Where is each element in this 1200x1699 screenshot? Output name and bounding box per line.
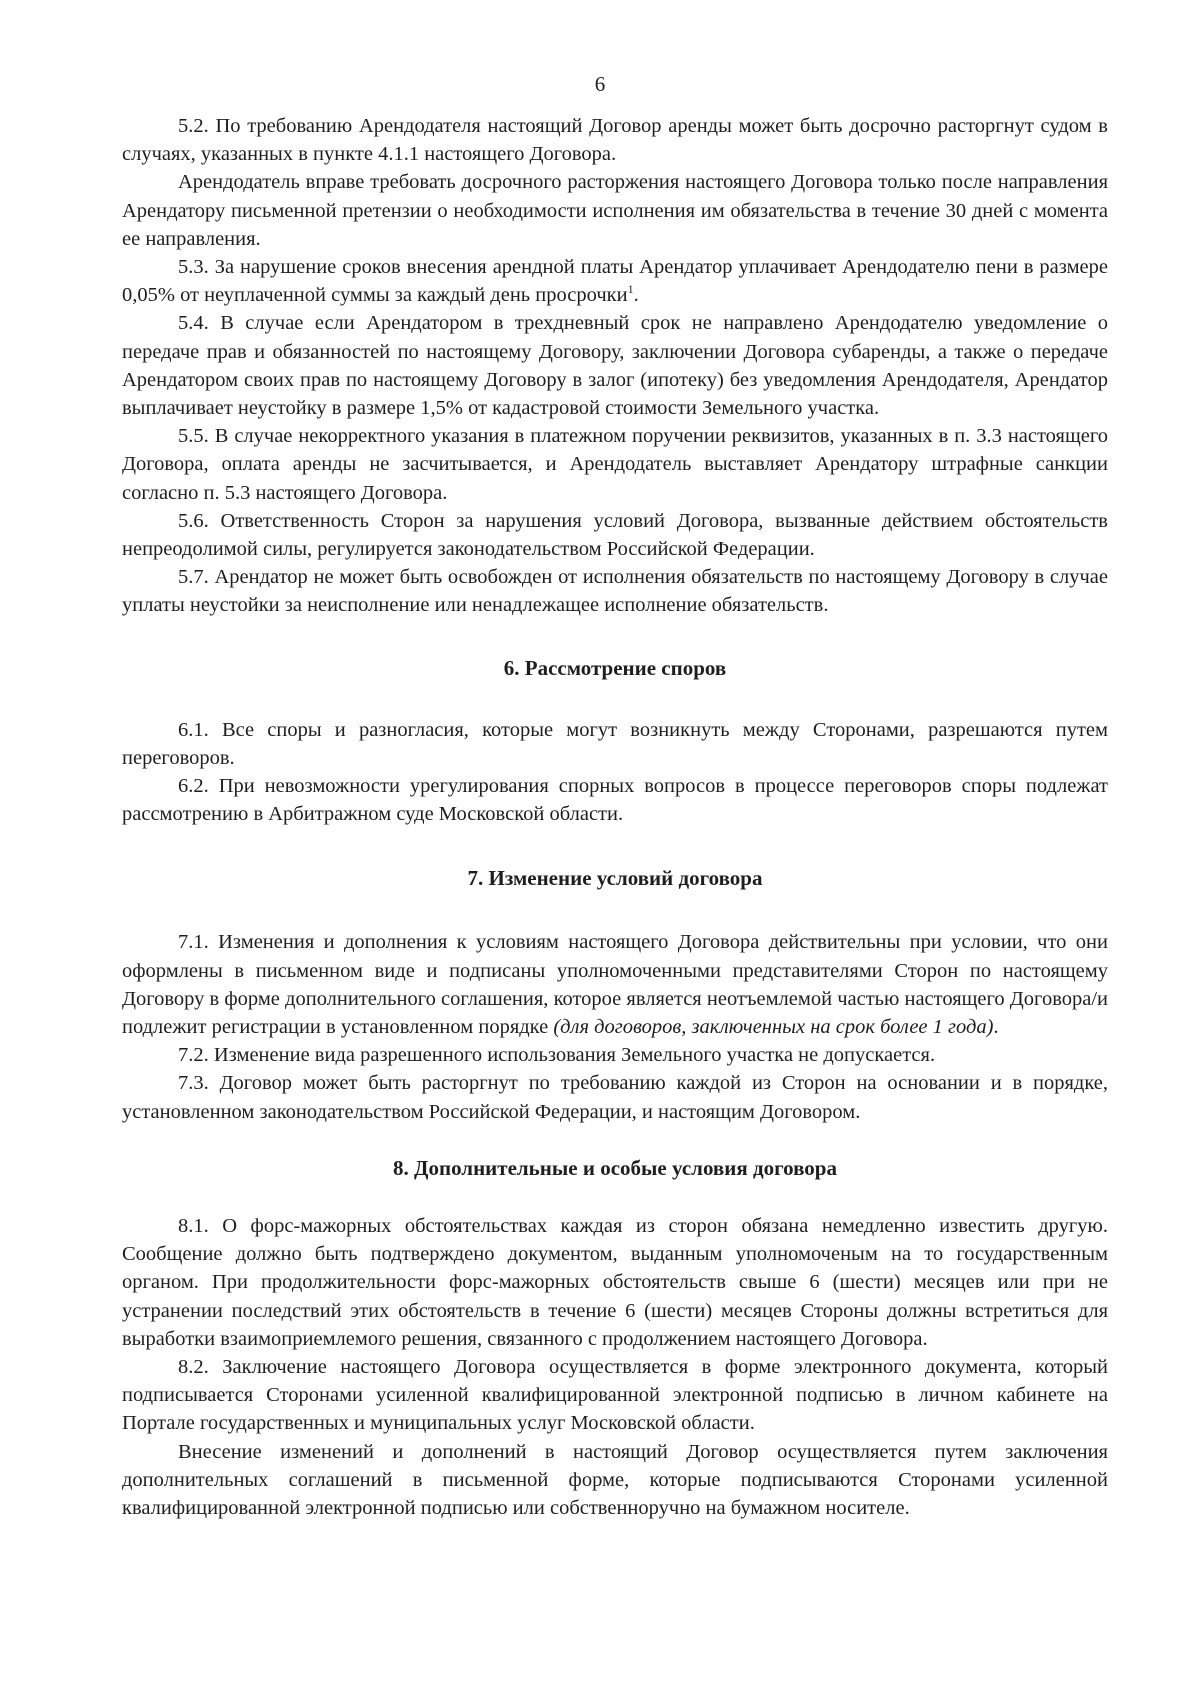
clause-5-4: 5.4. В случае если Арендатором в трехдневный срок не направлено Арендодателю уведомление о передаче прав и обязанностей по настоящему Договору, заключении Договора субаренды, а также о передаче Арендатором своих прав по настоящему Договору в залог (ипотеку) без уведомления Арендодателя, Арендатор выплачивает неустойку в размере 1,5% от кадастровой стоимости Земельного участка. xyxy=(122,312,1108,420)
document-body xyxy=(122,112,1108,1522)
clause-5-2-continued: Арендодатель вправе требовать досрочного расторжения настоящего Договора только после направления Арендатору письменной претензии о необходимости исполнения им обязательства в течение 30 дней с момента ее направления. xyxy=(122,171,1108,250)
clause-7-2: 7.2. Изменение вида разрешенного использования Земельного участка не допускается. xyxy=(178,1044,936,1067)
clause-7-1-text: 7.1. Изменения и дополнения к условиям настоящего Договора действительны при условии, что они оформлены в письменном виде и подписаны уполномоченными представителями Сторон по настоящему Договору в форме дополнительного соглашения, которое является неотъемлемой частью настоящего Договора/и подлежит регистрации в установленном порядке xyxy=(122,931,1108,1039)
clause-7-3: 7.3. Договор может быть расторгнут по требованию каждой из Сторон на основании и в порядке, установленном законодательством Российской Федерации, и настоящим Договором. xyxy=(122,1072,1108,1123)
clause-6-2: 6.2. При невозможности урегулирования спорных вопросов в процессе переговоров споры подлежат рассмотрению в Арбитражном суде Московской области. xyxy=(122,775,1108,826)
clause-5-6: 5.6. Ответственность Сторон за нарушения условий Договора, вызванные действием обстоятельств непреодолимой силы, регулируется законодательством Российской Федерации. xyxy=(122,509,1108,561)
clause-5-3-end: . xyxy=(633,284,639,307)
clause-5-7: 5.7. Арендатор не может быть освобожден от исполнения обязательств по настоящему Договору в случае уплаты неустойки за неисполнение или ненадлежащее исполнение обязательств. xyxy=(122,566,1108,617)
clause-8-2: 8.2. Заключение настоящего Договора осуществляется в форме электронного документа, который подписывается Сторонами усиленной квалифицированной электронной подписью в личном кабинете на Портале государственных и муниципальных услуг Московской области. xyxy=(122,1355,1108,1435)
clause-6-1: 6.1. Все споры и разногласия, которые могут возникнуть между Сторонами, разрешаются путем переговоров. xyxy=(122,718,1108,769)
section-6-heading: 6. Рассмотрение споров xyxy=(503,655,727,680)
clause-7-1-italic-note: (для договоров, заключенных на срок более 1 года) xyxy=(553,1016,994,1039)
clause-7-1 xyxy=(122,928,1108,1041)
section-8-heading: 8. Дополнительные и особые условия договора xyxy=(393,1155,837,1180)
clause-5-3-text: 5.3. За нарушение сроков внесения арендной платы Арендатор уплачивает Арендодателю пени в размере 0,05% от неуплаченной суммы за каждый день просрочки xyxy=(122,256,1108,307)
footnote-marker: 1 xyxy=(627,282,634,297)
clause-7-1-end: . xyxy=(993,1016,999,1039)
section-7-heading: 7. Изменение условий договора xyxy=(467,866,763,891)
clause-8-1: 8.1. О форс-мажорных обстоятельствах каждая из сторон обязана немедленно известить другую. Сообщение должно быть подтверждено документом, выданным уполномоченым на то государственным органом. При продолжительности форс-мажорных обстоятельств свыше 6 (шести) месяцев или при не устранении последствий этих обстоятельств в течение 6 (шести) месяцев Стороны должны встретиться для выработки взаимоприемлемого решения, связанного с продолжением настоящего Договора. xyxy=(122,1214,1108,1350)
clause-5-5: 5.5. В случае некорректного указания в платежном поручении реквизитов, указанных в п. 3.3 настоящего Договора, оплата аренды не засчитывается, и Арендодатель выставляет Арендатору штрафные санкции согласно п. 5.3 настоящего Договора. xyxy=(122,425,1108,504)
clause-5-3 xyxy=(122,253,1108,309)
clause-5-2: 5.2. По требованию Арендодателя настоящий Договор аренды может быть досрочно расторгнут судом в случаях, указанных в пункте 4.1.1 настоящего Договора. xyxy=(122,115,1108,166)
page-number: 6 xyxy=(594,72,606,96)
clause-8-2-continued: Внесение изменений и дополнений в настоящий Договор осуществляется путем заключения дополнительных соглашений в письменной форме, которые подписываются Сторонами усиленной квалифицированной электронной подписью или собственноручно на бумажном носителе. xyxy=(122,1440,1108,1519)
